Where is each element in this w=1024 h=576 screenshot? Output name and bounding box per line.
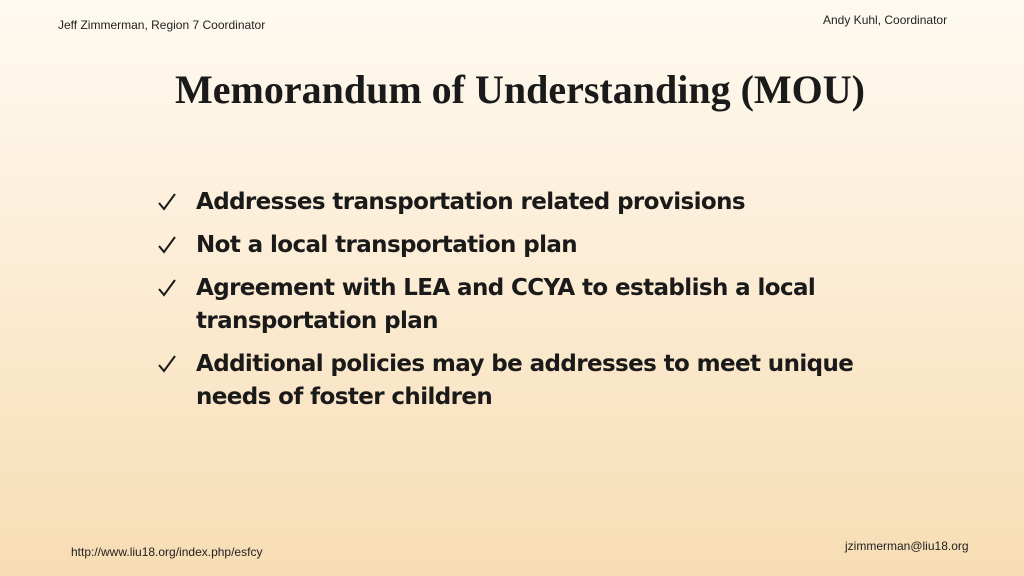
bullet-text: Not a local transportation plan <box>196 232 578 258</box>
bullet-text: Addresses transportation related provisions <box>196 189 745 215</box>
slide-title: Memorandum of Understanding (MOU) <box>175 67 865 112</box>
check-icon <box>157 277 177 299</box>
bullet-item <box>157 186 877 219</box>
bullet-list <box>157 186 877 424</box>
bullet-text: Additional policies may be addresses to meet unique needs of foster children <box>196 351 854 410</box>
contact-email: jzimmerman@liu18.org <box>845 539 969 553</box>
website-url: http://www.liu18.org/index.php/esfcy <box>71 545 263 559</box>
bullet-item <box>157 272 877 338</box>
check-icon <box>157 353 177 375</box>
bullet-item <box>157 348 877 414</box>
presenter-name: Jeff Zimmerman, Region 7 Coordinator <box>58 18 266 32</box>
bullet-item <box>157 229 877 262</box>
bullet-text: Agreement with LEA and CCYA to establish a local transportation plan <box>196 275 816 334</box>
check-icon <box>157 191 177 213</box>
coordinator-name: Andy Kuhl, Coordinator <box>823 13 948 27</box>
check-icon <box>157 234 177 256</box>
